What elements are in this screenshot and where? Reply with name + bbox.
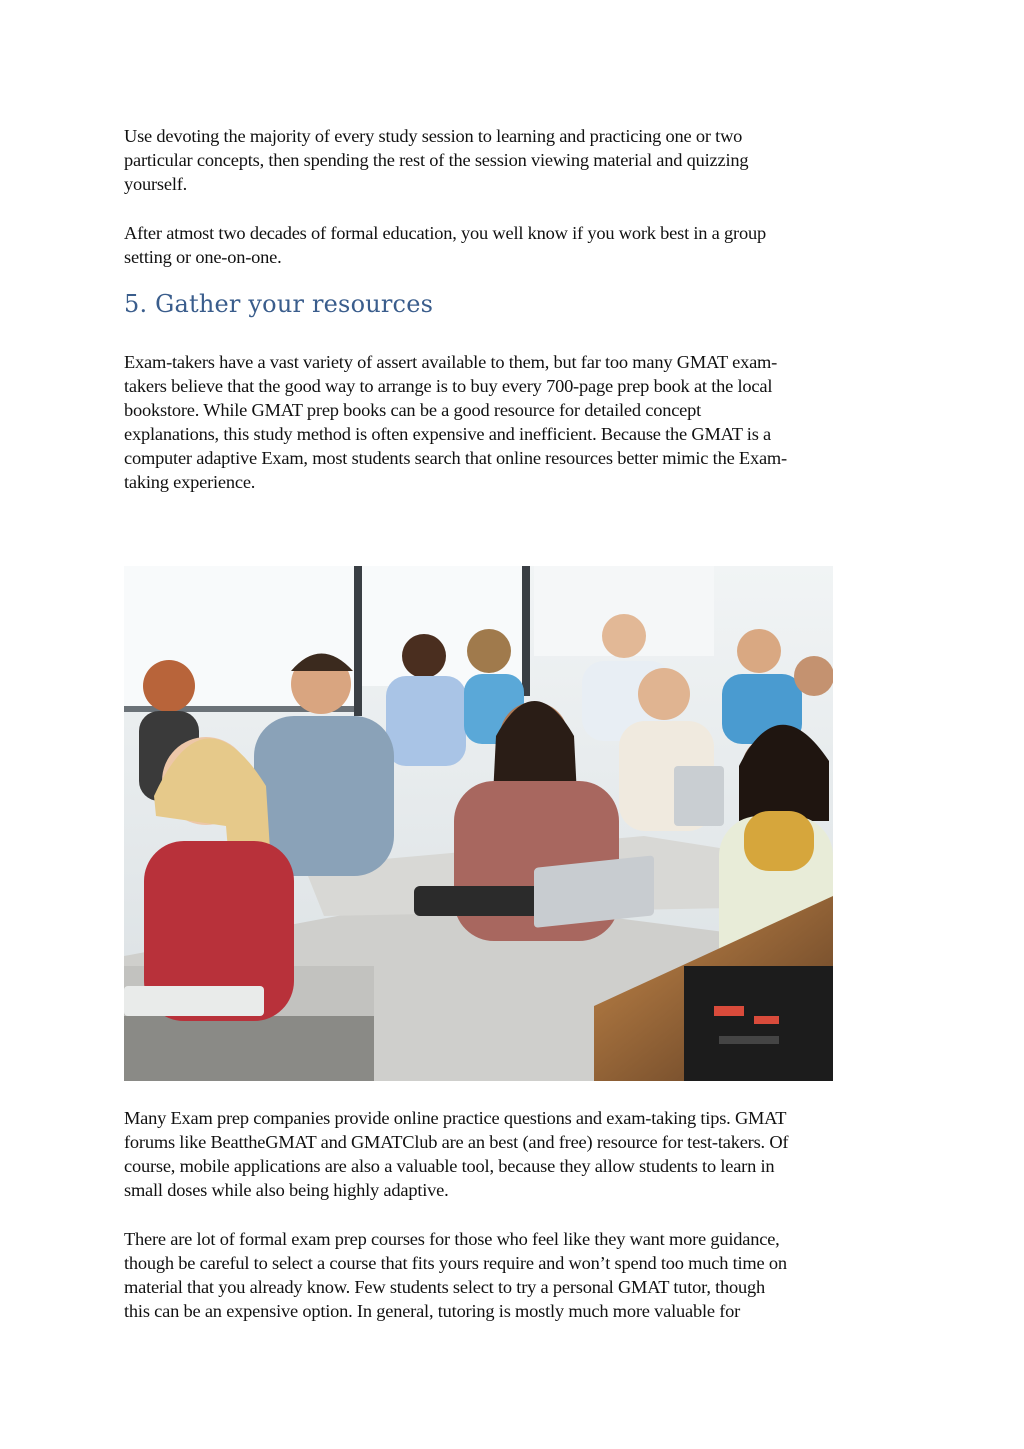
- text-line: explanations, this study method is often expensive and inefficient. Because the GMAT is a: [124, 424, 772, 444]
- text-line: bookstore. While GMAT prep books can be a good resource for detailed concept: [124, 400, 702, 420]
- text-line: particular concepts, then spending the rest of the session viewing material and quizzing: [124, 150, 749, 170]
- text-line: There are lot of formal exam prep courses for those who feel like they want more guidance,: [124, 1229, 780, 1249]
- text-line: After atmost two decades of formal education, you well know if you work best in a group: [124, 223, 766, 243]
- classroom-photo: [124, 566, 833, 1081]
- text-line: Many Exam prep companies provide online practice questions and exam-taking tips. GMAT: [124, 1108, 787, 1128]
- text-line: takers believe that the good way to arrange is to buy every 700-page prep book at the local: [124, 376, 773, 396]
- text-line: Use devoting the majority of every study session to learning and practicing one or two: [124, 126, 743, 146]
- paragraph-study-session: [124, 124, 904, 196]
- text-line: taking experience.: [124, 472, 256, 492]
- section-heading: 5. Gather your resources: [124, 290, 434, 318]
- text-line: course, mobile applications are also a valuable tool, because they allow students to learn in: [124, 1156, 775, 1176]
- text-line: computer adaptive Exam, most students search that online resources better mimic the Exam-: [124, 448, 787, 468]
- text-line: yourself.: [124, 174, 188, 194]
- text-line: setting or one-on-one.: [124, 247, 282, 267]
- paragraph-prep-companies: [124, 1106, 904, 1202]
- paragraph-prep-courses: [124, 1227, 904, 1323]
- text-line: material that you already know. Few students select to try a personal GMAT tutor, though: [124, 1277, 766, 1297]
- text-line: though be careful to select a course that fits yours require and won’t spend too much time on: [124, 1253, 787, 1273]
- text-line: this can be an expensive option. In general, tutoring is mostly much more valuable for: [124, 1301, 741, 1321]
- text-line: small doses while also being highly adaptive.: [124, 1180, 449, 1200]
- paragraph-resources: [124, 350, 904, 494]
- text-line: Exam-takers have a vast variety of assert available to them, but far too many GMAT exam-: [124, 352, 778, 372]
- paragraph-formal-education: [124, 221, 904, 269]
- text-line: forums like BeattheGMAT and GMATClub are an best (and free) resource for test-takers. Of: [124, 1132, 789, 1152]
